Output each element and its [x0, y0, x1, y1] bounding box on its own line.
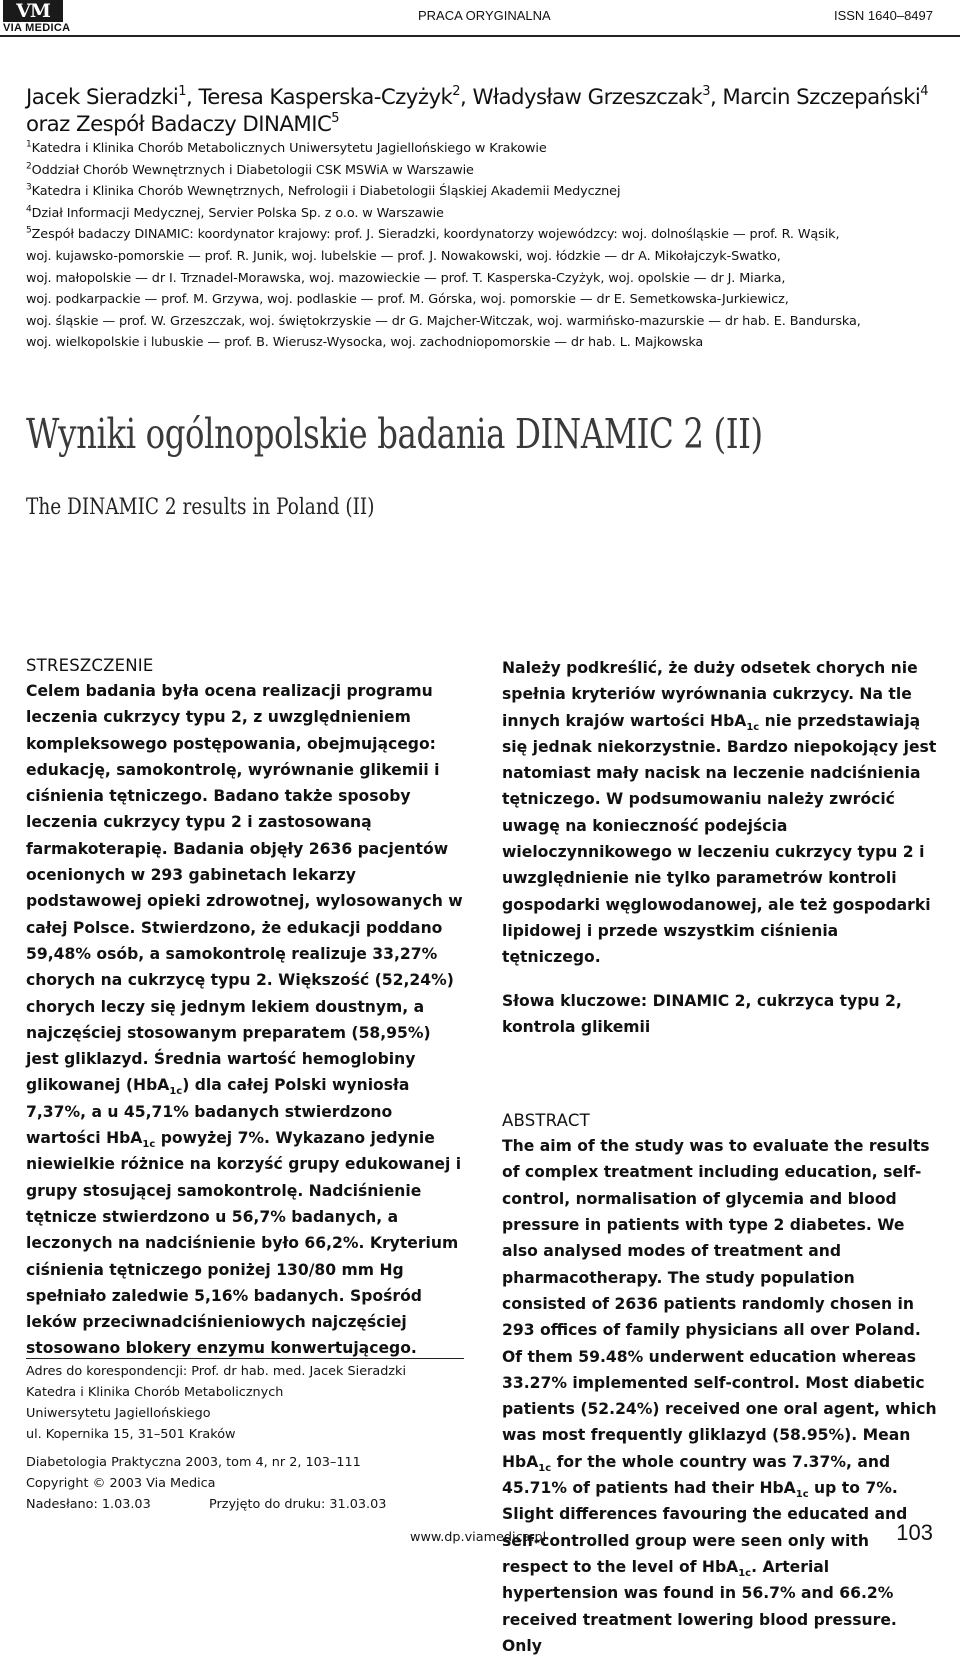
affiliations	[26, 138, 946, 354]
logo-mark: VM	[3, 0, 63, 22]
issn-label: ISSN 1640–8497	[833, 8, 933, 23]
author-name: , Teresa Kasperska-Czyżyk	[186, 85, 453, 110]
streszczenie-continuation: Należy podkreślić, że duży odsetek chorych nie spełnia kryteriów wyrównania cukrzycy. Na tle innych krajów wartości HbA$_{1c}$ nie przedstawiają się jednak niekorzystnie. Bardzo niepokojący jest natomiast mały nacisk na leczenie nadciśnienia tętniczego. W podsumowaniu należy zwrócić uwagę na konieczność podejścia wieloczynnikowego w leczeniu cukrzycy typu 2 i uwzględnienie nie tylko parametrów kontroli gospodarki węglowodanowej, ale też gospodarki lipidowej i przede wszystkim ciśnienia tętniczego.	[502, 659, 937, 967]
affiliation-line: woj. kujawsko-pomorskie — prof. R. Junik, woj. lubelskie — prof. J. Nowakowski, woj. łódzkie — dr A. Mikołajczyk-Swatko,	[26, 248, 781, 264]
address-line: Adres do korespondencji: Prof. dr hab. med. Jacek Sieradzki	[26, 1364, 406, 1379]
affiliation-line: $^5$Zespół badaczy DINAMIC: koordynator krajowy: prof. J. Sieradzki, koordynatorzy wojewódzcy: woj. dolnośląskie — prof. R. Wąsik,	[26, 226, 840, 243]
right-column	[502, 655, 940, 1659]
author-list	[26, 84, 946, 138]
page-number: 103	[896, 1520, 933, 1545]
publisher-logo	[3, 0, 99, 38]
author-affiliation-mark: 4	[920, 83, 928, 99]
abstract-text: The aim of the study was to evaluate the results of complex treatment including education, self-control, normalisation of glycemia and blood pressure in patients with type 2 diabetes. We also analysed modes of treatment and pharmacotherapy. The study population consisted of 2636 patients randomly chosen in 293 offices of family physicians all over Poland. Of them 59.48% underwent education whereas 33.27% implemented self-control. Most diabetic patients (52.24%) received one oral agent, which was most frequently gliklazyd (58.95%). Mean HbA$_{1c}$ for the whole country was 7.37%, and 45.71% of patients had their HbA$_{1c}$ up to 7%. Slight differences favouring the educated and self-controlled group were seen only with respect to the level of HbA$_{1c}$. Arterial hypertension was found in 56.7% and 66.2% received treatment lowering blood pressure. Only	[502, 1137, 937, 1655]
article-subtitle: The DINAMIC 2 results in Poland (II)	[26, 495, 375, 520]
affiliation-line: woj. małopolskie — dr I. Trznadel-Morawska, woj. mazowieckie — prof. T. Kasperska-Czyżyk, woj. opolskie — dr J. Miarka,	[26, 270, 786, 286]
accepted-date: Przyjęto do druku: 31.03.03	[209, 1497, 387, 1512]
author-name: , Marcin Szczepański	[709, 85, 921, 110]
affiliation-line: $^3$Katedra i Klinika Chorób Wewnętrznych, Nefrologii i Diabetologii Śląskiej Akademii Medycznej	[26, 182, 621, 200]
affiliation-line: $^4$Dział Informacji Medycznej, Servier Polska Sp. z o.o. w Warszawie	[26, 204, 444, 221]
header-rule	[0, 35, 960, 37]
dates-row	[26, 1494, 464, 1515]
abstract-heading: ABSTRACT	[502, 1111, 590, 1131]
article-title: Wyniki ogólnopolskie badania DINAMIC 2 (II)	[26, 410, 763, 458]
author-affiliation-mark: 3	[702, 83, 710, 99]
footnote-rule	[26, 1358, 464, 1359]
author-group: oraz Zespół Badaczy DINAMIC	[26, 112, 332, 137]
streszczenie-heading: STRESZCZENIE	[26, 656, 154, 675]
address-line: ul. Kopernika 15, 31–501 Kraków	[26, 1427, 236, 1442]
received-date: Nadesłano: 1.03.03	[26, 1497, 151, 1512]
author-affiliation-mark: 5	[331, 110, 340, 126]
affiliation-line: woj. śląskie — prof. W. Grzeszczak, woj. świętokrzyskie — dr G. Majcher-Witczak, woj. warmińsko-mazurskie — dr hab. E. Bandurska,	[26, 313, 861, 329]
streszczenie-column	[26, 655, 464, 1362]
affiliation-line: woj. wielkopolskie i lubuskie — prof. B. Wierusz-Wysocka, woj. zachodniopomorskie — dr hab. L. Majkowska	[26, 335, 704, 351]
author-affiliation-mark: 2	[452, 83, 461, 99]
journal-citation: Diabetologia Praktyczna 2003, tom 4, nr 2, 103–111	[26, 1455, 361, 1470]
journal-url: www.dp.viamedica.pl	[410, 1530, 547, 1545]
affiliation-line: woj. podkarpackie — prof. M. Grzywa, woj. podlaskie — prof. M. Górska, woj. pomorskie — dr E. Semetkowska-Jurkiewicz,	[26, 292, 789, 308]
correspondence-block	[26, 1361, 464, 1515]
address-line: Katedra i Klinika Chorób Metabolicznych	[26, 1385, 284, 1400]
logo-text: VIA MEDICA	[3, 22, 71, 34]
affiliation-line: $^1$Katedra i Klinika Chorób Metabolicznych Uniwersytetu Jagiellońskiego w Krakowie	[26, 139, 547, 156]
author-name: Jacek Sieradzki	[26, 85, 179, 110]
address-line: Uniwersytetu Jagiellońskiego	[26, 1406, 211, 1421]
section-label: PRACA ORYGINALNA	[418, 8, 551, 23]
affiliation-line: $^2$Oddział Chorób Wewnętrznych i Diabetologii CSK MSWiA w Warszawie	[26, 161, 474, 178]
copyright: Copyright © 2003 Via Medica	[26, 1476, 216, 1491]
keywords: Słowa kluczowe: DINAMIC 2, cukrzyca typu 2, kontrola glikemii	[502, 991, 902, 1036]
streszczenie-text: Celem badania była ocena realizacji programu leczenia cukrzycy typu 2, z uwzględnieniem kompleksowego postępowania, obejmującego: edukację, samokontrolę, wyrównanie glikemii i ciśnienia tętniczego. Badano także sposoby leczenia cukrzycy typu 2 i zastosowaną farmakoterapię. Badania objęły 2636 pacjentów ocenionych w 293 gabinetach lekarzy podstawowej opieki zdrowotnej, wylosowanych w całej Polsce. Stwierdzono, że edukacji poddano 59,48% osób, a samokontrolę realizuje 33,27% chorych na cukrzycę typu 2. Większość (52,24%) chorych leczy się jednym lekiem doustnym, a najczęściej stosowanym preparatem (58,95%) jest gliklazyd. Średnia wartość hemoglobiny glikowanej (HbA$_{1c}$) dla całej Polski wyniosła 7,37%, a u 45,71% badanych stwierdzono wartości HbA$_{1c}$ powyżej 7%. Wykazano jedynie niewielkie różnice na korzyść grupy edukowanej i grupy stosującej samokontrolę. Nadciśnienie tętnicze stwierdzono u 56,7% badanych, a leczonych na nadciśnienie było 66,2%. Kryterium ciśnienia tętniczego poniżej 130/80 mm Hg spełniało zaledwie 5,16% badanych. Spośród leków przeciwnadciśnieniowych najczęściej stosowano blokery enzymu konwertującego.	[26, 682, 463, 1358]
author-affiliation-mark: 1	[178, 83, 187, 99]
author-name: , Władysław Grzeszczak	[460, 85, 703, 110]
